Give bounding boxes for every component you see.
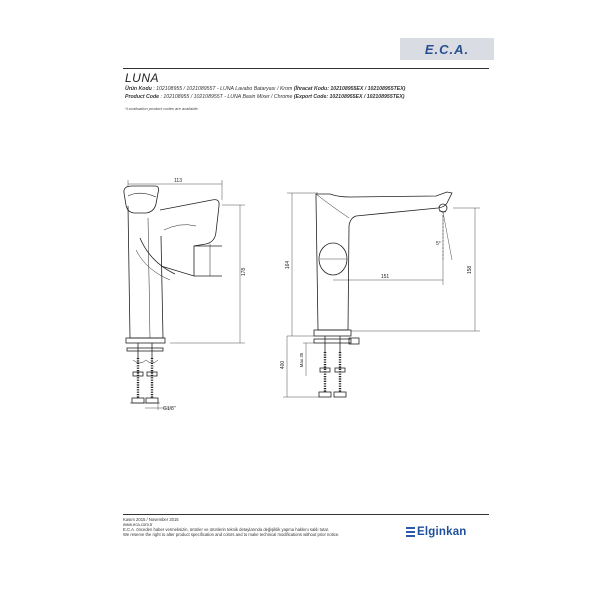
export-code: (Export Code: 102108955EX / 102108955TEX): [293, 94, 405, 100]
urun-kodu-value: : 102108955 / 102108955T - LUNA Lavabo Bataryası / Krom: [153, 86, 293, 92]
dim-178: 178: [241, 267, 247, 277]
elginkan-mark-icon: [406, 527, 415, 537]
eca-logo-text: E.C.A.: [424, 41, 470, 57]
product-title: LUNA: [125, 71, 160, 85]
dim-164: 164: [285, 260, 291, 270]
footer-rule: [123, 514, 489, 515]
dim-g1-8: G1/8": [163, 406, 176, 412]
dim-158: 158: [467, 265, 473, 275]
footer-website[interactable]: www.eca.com.tr: [123, 522, 153, 527]
dim-max-35: Max 35: [299, 352, 304, 368]
product-code-value: : 102108955 / 102108955T - LUNA Basin Mixer / Chrome: [160, 94, 293, 100]
elginkan-brand-name: Elginkan: [417, 526, 467, 538]
footer-date: Kasım 2015 / November 2015: [123, 517, 179, 522]
dim-113: 113: [174, 178, 182, 184]
urun-kodu-label: Ürün Kodu: [125, 86, 152, 92]
elginkan-logo: [406, 526, 467, 538]
dim-5-deg: 5°: [436, 241, 441, 247]
side-view: [124, 180, 245, 410]
localisation-note: *Localisation product codes are available.: [125, 106, 199, 111]
product-code-label: Product Code: [125, 94, 160, 100]
footer-notice-en: We reserve the right to alter product specification and colors and to make technical modifications without prior notice.: [123, 532, 340, 537]
ihracat-kodu: (İhracat Kodu: 102108955EX / 102108955TEX): [293, 86, 406, 92]
front-view: [283, 192, 480, 397]
footer-notice-tr: E.C.A. önceden haber vermeksizin, ürünler ve ürünlerin teknik detaylarında değişiklik yapma hakkını saklı tutar.: [123, 527, 329, 532]
dim-400: 400: [280, 360, 286, 370]
dim-151: 151: [380, 274, 390, 280]
